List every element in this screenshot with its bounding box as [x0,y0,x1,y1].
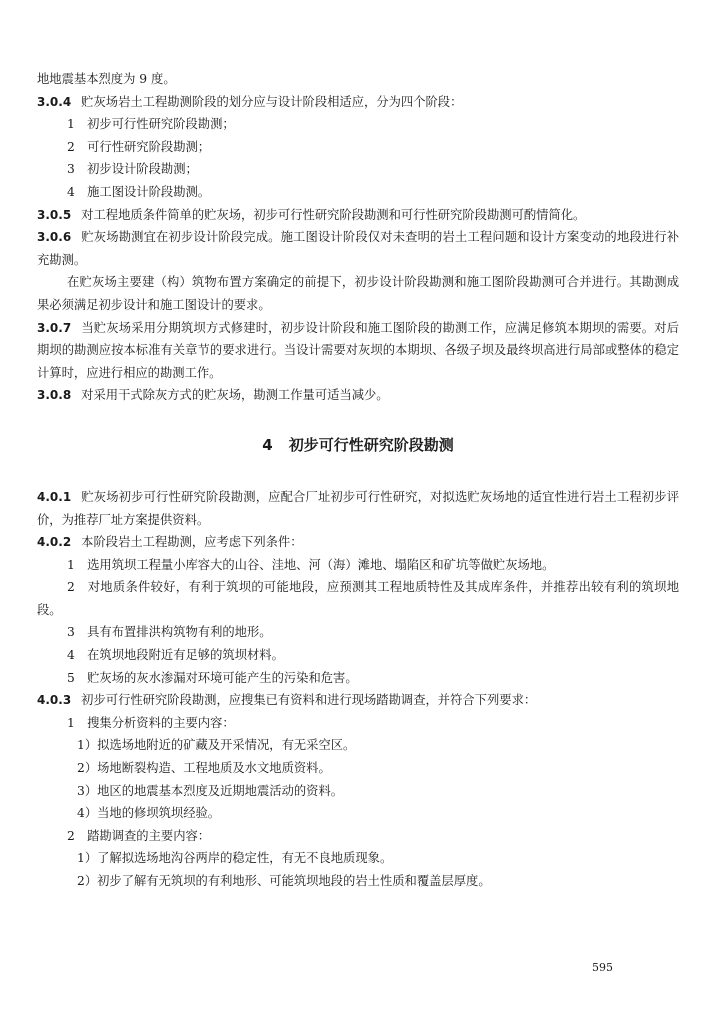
sub-list-item: 3）地区的地震基本烈度及近期地震活动的资料。 [77,783,344,798]
clause-3-0-4 [37,91,679,114]
clause-3-0-8 [37,384,679,407]
list-item: 4 施工图设计阶段勘测。 [67,184,211,199]
list-item: 2 可行性研究阶段勘测； [67,139,211,154]
sub-list-item: 1）了解拟选场地沟谷两岸的稳定性，有无不良地质现象。 [77,851,393,866]
clause-text: 贮灰场勘测宜在初步设计阶段完成。施工图设计阶段仅对未查明的岩土工程问题和设计方案变动的地段进行补充勘测。 [37,230,679,267]
list-item: 3 具有布置排洪构筑物有利的地形。 [67,625,272,640]
sub-list-item: 2）场地断裂构造、工程地质及水文地质资料。 [77,761,331,776]
clause-number: 4.0.1 [37,489,72,504]
sub-list-item: 1）拟选场地附近的矿藏及开采情况，有无采空区。 [77,738,356,753]
chapter-title: 初步可行性研究阶段勘测 [288,435,454,454]
clause-number: 3.0.7 [37,320,72,335]
clause-number: 3.0.6 [37,230,72,245]
clause-number: 3.0.5 [37,207,72,222]
clause-3-0-5 [37,204,679,227]
page-number: 595 [592,961,613,974]
clause-4-0-1 [37,486,679,531]
clause-3-0-7 [37,317,679,385]
page-body [37,68,679,893]
clause-text: 当贮灰场采用分期筑坝方式修建时，初步设计阶段和施工图阶段的勘测工作，应满足修筑本期坝的需要。对后期坝的勘测应按本标准有关章节的要求进行。当设计需要对灰坝的本期坝、各级子坝及最终坝高进行局部或整体的稳定计算时，应进行相应的勘测工作。 [37,320,679,380]
clause-number: 4.0.3 [37,693,72,708]
clause-number: 3.0.8 [37,388,72,403]
clause-text: 初步可行性研究阶段勘测，应搜集已有资料和进行现场踏勘调查，并符合下列要求： [81,693,537,708]
clause-text: 贮灰场岩土工程勘测阶段的划分应与设计阶段相适应，分为四个阶段： [81,94,463,109]
text-line: 地地震基本烈度为 9 度。 [37,72,176,86]
list-item: 2 踏勘调查的主要内容： [67,828,211,843]
list-item: 5 贮灰场的灰水渗漏对环境可能产生的污染和危害。 [67,670,358,685]
sub-list-item: 2）初步了解有无筑坝的有利地形、可能筑坝地段的岩土性质和覆盖层厚度。 [77,874,491,888]
sub-list-item: 4）当地的修坝筑坝经验。 [77,806,221,821]
clause-text: 本阶段岩土工程勘测，应考虑下列条件： [81,535,303,550]
clause-3-0-6 [37,226,679,271]
list-item: 2 对地质条件较好，有利于筑坝的可能地段，应预测其工程地质特性及其成库条件，并推荐出较有利的筑坝地段。 [37,580,679,617]
chapter-number: 4 [262,435,273,454]
clause-text: 贮灰场初步可行性研究阶段勘测，应配合厂址初步可行性研究，对拟选贮灰场地的适宜性进行岩土工程初步评价，为推荐厂址方案提供资料。 [37,489,679,527]
list-item: 1 选用筑坝工程量小库容大的山谷、洼地、河（海）滩地、塌陷区和矿坑等做贮灰场地。 [67,557,555,572]
chapter-heading [37,434,679,456]
clause-4-0-3 [37,689,679,712]
clause-4-0-2 [37,531,679,554]
paragraph: 在贮灰场主要建（构）筑物布置方案确定的前提下，初步设计阶段勘测和施工图阶段勘测可合并进行。其勘测成果必须满足初步设计和施工图设计的要求。 [37,275,679,312]
list-item: 1 搜集分析资料的主要内容： [67,715,235,730]
list-item: 1 初步可行性研究阶段勘测； [67,117,235,132]
clause-text: 对采用干式除灰方式的贮灰场，勘测工作量可适当减少。 [81,388,389,403]
clause-number: 3.0.4 [37,94,72,109]
clause-number: 4.0.2 [37,535,72,550]
list-item: 4 在筑坝地段附近有足够的筑坝材料。 [67,648,284,663]
clause-text: 对工程地质条件简单的贮灰场，初步可行性研究阶段勘测和可行性研究阶段勘测可酌情简化。 [81,207,586,222]
list-item: 3 初步设计阶段勘测； [67,162,198,177]
